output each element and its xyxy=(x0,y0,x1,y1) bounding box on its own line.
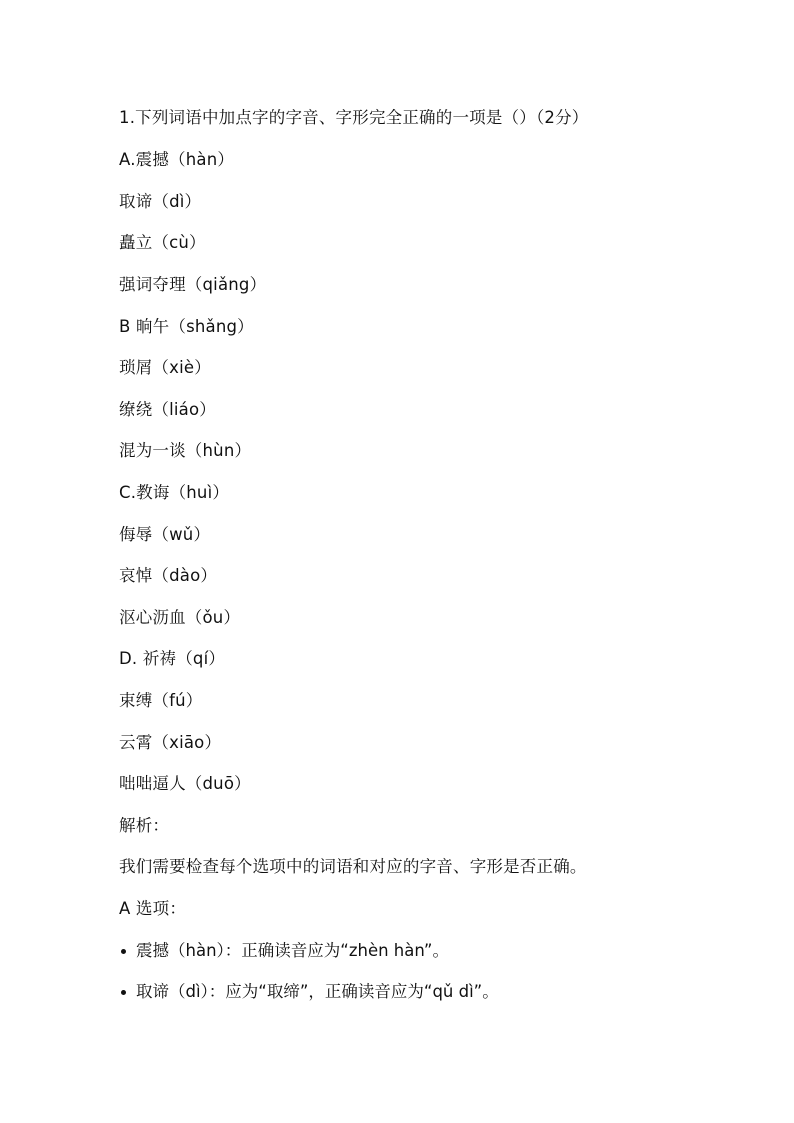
option-line: 侮辱（wǔ） xyxy=(119,525,211,544)
option-line: 缭绕（liáo） xyxy=(119,400,216,419)
analysis-intro: 我们需要检查每个选项中的词语和对应的字音、字形是否正确。 xyxy=(119,857,587,876)
analysis-bullet-text: 震撼（hàn）：正确读音应为“zhèn hàn”。 xyxy=(136,941,449,960)
option-line: 混为一谈（hùn） xyxy=(119,441,252,460)
option-line: 咄咄逼人（duō） xyxy=(119,774,251,793)
analysis-bullet-item xyxy=(119,981,499,1003)
option-line: 琐屑（xiè） xyxy=(119,358,211,377)
option-line: 矗立（cù） xyxy=(119,233,206,252)
option-line: 云霄（xiāo） xyxy=(119,733,222,752)
option-line: 强词夺理（qiǎng） xyxy=(119,275,267,294)
option-line: 沤心沥血（ǒu） xyxy=(119,608,241,627)
question-stem: 1.下列词语中加点字的字音、字形完全正确的一项是（）（2分） xyxy=(119,108,589,127)
option-line: B 晌午（shǎng） xyxy=(119,317,254,336)
option-a-heading: A 选项： xyxy=(119,899,187,918)
bullet-dot-icon xyxy=(121,949,126,954)
option-line: A.震撼（hàn） xyxy=(119,150,235,169)
option-line: 取谛（dì） xyxy=(119,192,202,211)
option-line: 束缚（fú） xyxy=(119,691,203,710)
analysis-heading: 解析： xyxy=(119,816,170,835)
bullet-dot-icon xyxy=(121,990,126,995)
option-line: C.教诲（huì） xyxy=(119,483,230,502)
option-line: D. 祈祷（qí） xyxy=(119,649,226,668)
analysis-bullet-item xyxy=(119,940,449,962)
option-line: 哀悼（dào） xyxy=(119,566,218,585)
analysis-bullet-text: 取谛（dì）：应为“取缔”，正确读音应为“qǔ dì”。 xyxy=(136,982,499,1001)
